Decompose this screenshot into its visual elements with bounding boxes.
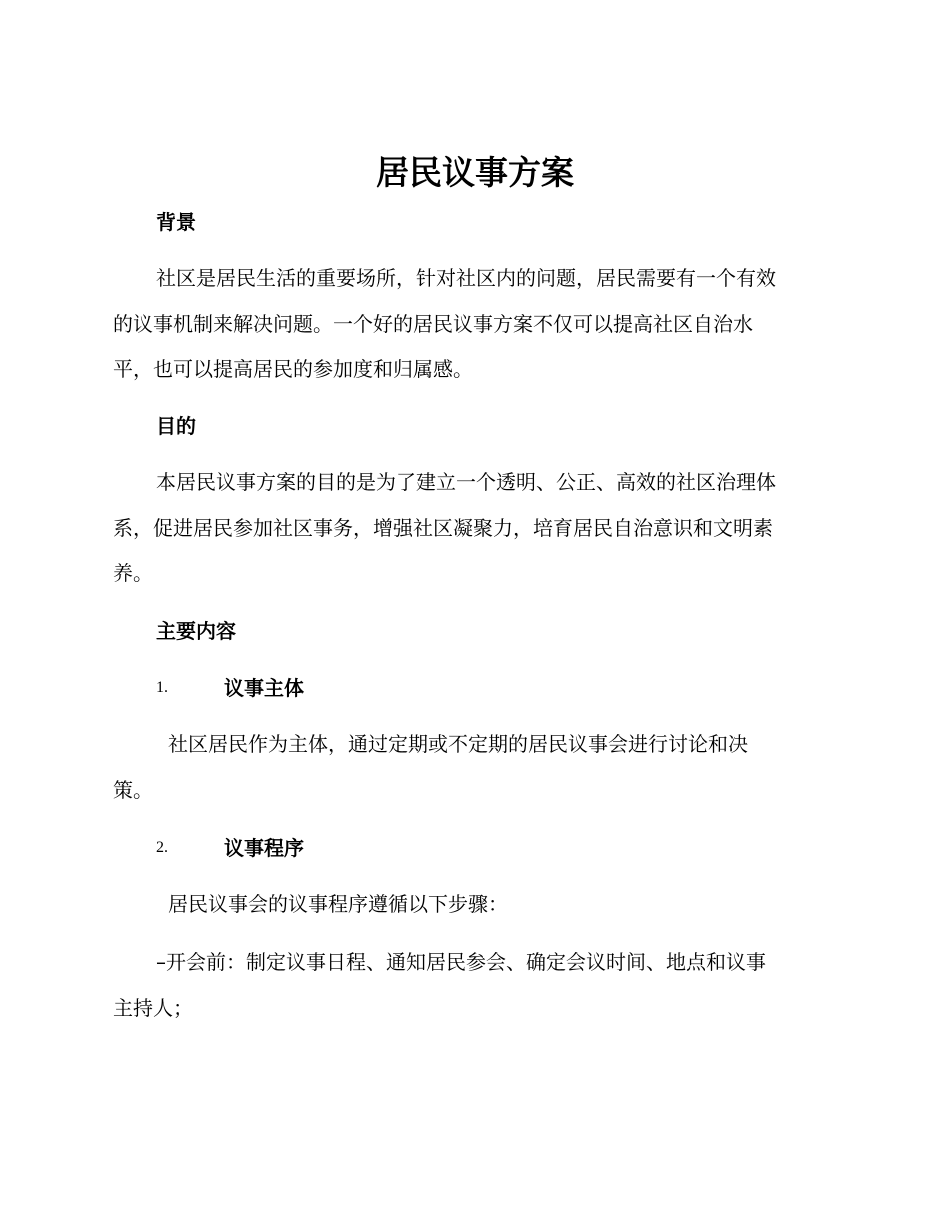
item-number: 2.	[156, 839, 168, 856]
paragraph-line: –开会前：制定议事日程、通知居民参会、确定会议时间、地点和议事	[156, 950, 766, 974]
paragraph-line: 社区是居民生活的重要场所，针对社区内的问题，居民需要有一个有效	[156, 266, 776, 290]
item-number: 1.	[156, 679, 168, 696]
paragraph-line: 养。	[113, 561, 153, 585]
paragraph-line: 的议事机制来解决问题。一个好的居民议事方案不仅可以提高社区自治水	[113, 311, 753, 336]
document-title: 居民议事方案	[376, 153, 574, 192]
paragraph-line: 社区居民作为主体，通过定期或不定期的居民议事会进行讨论和决	[168, 732, 748, 756]
paragraph-procedure	[113, 882, 843, 928]
paragraph-line: 平，也可以提高居民的参加度和归属感。	[113, 357, 473, 381]
paragraph-line: 主持人；	[113, 995, 193, 1020]
paragraph-background	[113, 256, 843, 393]
item-label: 议事程序	[224, 836, 304, 860]
paragraph-line: 策。	[113, 777, 153, 802]
section-heading-background: 背景	[156, 210, 196, 234]
paragraph-line: 居民议事会的议事程序遵循以下步骤：	[168, 892, 508, 916]
item-label: 议事主体	[224, 676, 304, 700]
section-heading-main-content: 主要内容	[156, 619, 236, 643]
paragraph-subject	[113, 722, 843, 813]
paragraph-step-before-meeting	[113, 940, 843, 1031]
paragraph-line: 系，促进居民参加社区事务，增强社区凝聚力，培育居民自治意识和文明素	[113, 515, 773, 540]
section-heading-purpose: 目的	[156, 414, 196, 438]
paragraph-purpose	[113, 460, 843, 597]
paragraph-line: 本居民议事方案的目的是为了建立一个透明、公正、高效的社区治理体	[156, 470, 776, 494]
